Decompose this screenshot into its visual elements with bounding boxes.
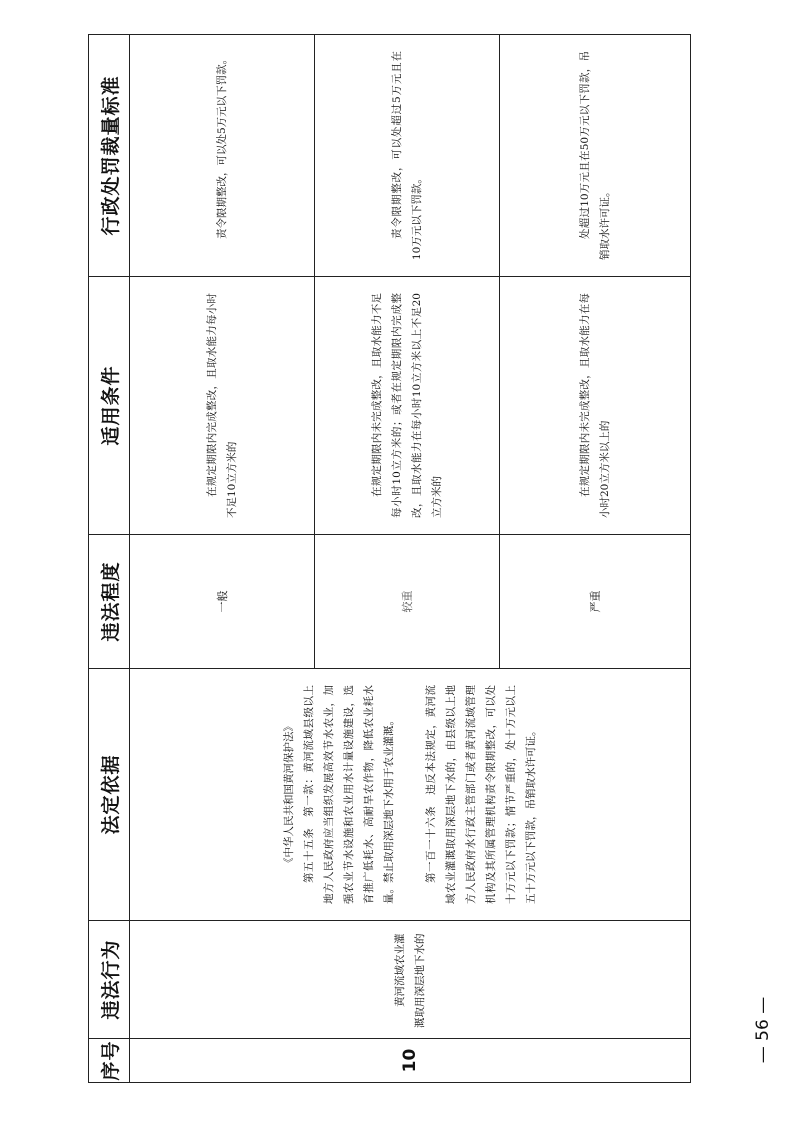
condition-general: 在规定期限内完成整改，且取水能力每小时不足10立方米的 <box>130 277 315 535</box>
table-header-row <box>89 35 130 1083</box>
basis-paragraph-1: 第五十五条 第一款：黄河流域县级以上地方人民政府应当组织发展高效节水农业，加强农业节水设施和农业用水计量设施建设，选育推广低耗水、高耐旱农作物，降低农业耗水量。禁止取用深层地下水用于农业灌溉。 <box>303 685 395 904</box>
header-standard: 行政处罚裁量标准 <box>89 35 130 277</box>
header-seq: 序号 <box>89 1039 130 1083</box>
basis-title: 《中华人民共和国黄河保护法》 <box>283 721 295 868</box>
rotated-table-wrapper <box>88 35 686 1083</box>
page-number: — 56 — <box>753 996 773 1064</box>
header-condition: 适用条件 <box>89 277 130 535</box>
row-id: 10 <box>130 1039 691 1083</box>
degree-serious: 较重 <box>315 535 500 669</box>
header-degree: 违法程度 <box>89 535 130 669</box>
page-number-box <box>748 990 778 1070</box>
row-act <box>130 921 691 1039</box>
penalty-standard-table <box>88 34 691 1083</box>
standard-severe: 处超过10万元且在50万元以下罚款，吊销取水许可证。 <box>500 35 691 277</box>
degree-severe: 严重 <box>500 535 691 669</box>
header-basis: 法定依据 <box>89 669 130 921</box>
act-text: 黄河流域农业灌溉取用深层地下水的 <box>394 933 426 1028</box>
table-row-level-1 <box>130 35 315 1083</box>
degree-general: 一般 <box>130 535 315 669</box>
standard-serious: 责令限期整改，可以处超过5万元且在10万元以下罚款。 <box>315 35 500 277</box>
row-basis <box>130 669 691 921</box>
header-act: 违法行为 <box>89 921 130 1039</box>
condition-severe: 在规定期限内未完成整改，且取水能力在每小时20立方米以上的 <box>500 277 691 535</box>
standard-general: 责令限期整改，可以处5万元以下罚款。 <box>130 35 315 277</box>
basis-paragraph-2: 第一百一十六条 违反本法规定，黄河流域农业灌溉取用深层地下水的，由县级以上地方人民政府水行政主管部门或者黄河流域管理机构及其所属管理机构责令限期整改，可以处十万元以下罚款；情节严重的，处十万元以上五十万元以下罚款，吊销取水许可证。 <box>425 685 537 904</box>
condition-serious: 在规定期限内未完成整改，且取水能力不足每小时10立方米的；或者在规定期限内完成整改，且取水能力在每小时10立方米以上不足20立方米的 <box>315 277 500 535</box>
